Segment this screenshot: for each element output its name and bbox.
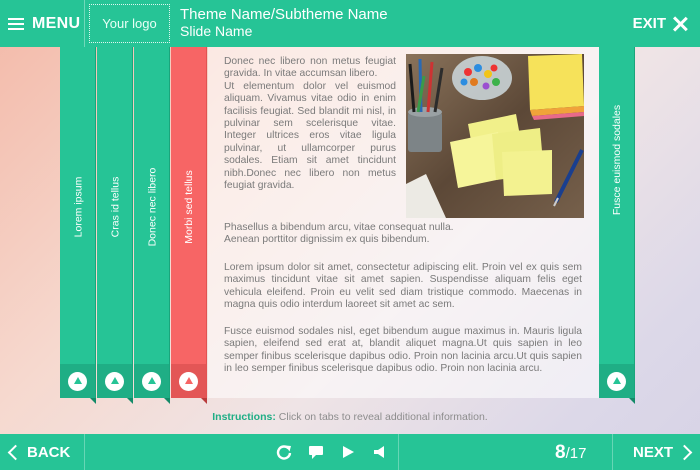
exit-label: EXIT xyxy=(632,15,666,32)
divider xyxy=(84,434,85,470)
tab-label: Donec nec libero xyxy=(146,167,159,247)
tab-label: Cras id tellus xyxy=(109,176,122,238)
next-button[interactable] xyxy=(633,434,694,470)
tab-label: Lorem ipsum xyxy=(72,176,85,238)
page-counter xyxy=(555,434,586,470)
hamburger-icon xyxy=(8,18,24,30)
instructions xyxy=(0,411,700,423)
tab-label: Morbi sed tellus xyxy=(183,170,195,244)
comment-icon[interactable] xyxy=(304,434,328,470)
back-label: BACK xyxy=(27,443,71,461)
menu-divider xyxy=(84,0,85,47)
volume-icon[interactable] xyxy=(368,434,392,470)
logo-placeholder: Your logo xyxy=(89,4,170,43)
content-paragraph: Donec nec libero non metus feugiat gravida. In vitae accumsan libero. Ut elementum dolor vel euismod aliquam. Vivamus vitae odio in enim facilisis feugiat. Sed blandit mi nisl, in pulvinar sem scelerisque vitae. Integer ultrices eros vitae ligula pulvinar, ut ullamcorper purus sodales. Etiam sit amet tincidunt nibh.Donec nec libero non metus feugiat gravida. xyxy=(224,56,396,192)
expand-up-icon[interactable] xyxy=(68,372,87,391)
expand-up-icon[interactable] xyxy=(142,372,161,391)
instructions-text: Click on tabs to reveal additional information. xyxy=(278,411,488,423)
back-button[interactable] xyxy=(6,434,70,470)
slide-name: Slide Name xyxy=(180,23,253,39)
total-pages: /17 xyxy=(565,445,587,462)
expand-up-icon[interactable] xyxy=(105,372,124,391)
title-block xyxy=(180,7,388,39)
expand-up-icon[interactable] xyxy=(607,372,626,391)
theme-title: Theme Name/Subtheme Name xyxy=(180,6,388,23)
tab-label: Fusce euismod sodales xyxy=(611,104,623,216)
chevron-left-icon xyxy=(8,444,24,460)
tab-donec-nec-libero[interactable] xyxy=(134,47,170,398)
menu-button[interactable] xyxy=(0,0,84,47)
tab-cras-id-tellus[interactable] xyxy=(97,47,133,398)
divider xyxy=(612,434,613,470)
content-paragraph: Lorem ipsum dolor sit amet, consectetur adipiscing elit. Proin vel ex quis sem maximus tincidunt vitae sit amet sapien. Suspendisse aliquam felis eget vehicula eleifend. Proin eu velit sed diam tristique commodo. Maecenas in magna quis odio interdum laoreet sit amet ac sem. xyxy=(224,262,582,311)
playback-controls xyxy=(272,434,400,470)
desk-photo xyxy=(406,54,584,218)
replay-icon[interactable] xyxy=(272,434,296,470)
expand-up-icon[interactable] xyxy=(179,372,198,391)
content-paragraph: Fusce euismod sodales nisl, eget bibendum augue maximus in. Mauris ligula sapien, eleifend sed erat at, blandit aliquet magna.Ut quis sapien in leo semper finibus scelerisque dapibus odio. Proin non lacinia arcu.Ut quis sapien in leo semper finibus scelerisque dapibus odio. Proin non lacinia arcu. xyxy=(224,326,582,375)
close-icon xyxy=(672,16,688,32)
exit-button[interactable] xyxy=(633,0,688,47)
content-paragraph: Phasellus a bibendum arcu, vitae consequat nulla. Aenean porttitor dignissim ex quis bibendum. xyxy=(224,222,454,246)
next-label: NEXT xyxy=(632,443,673,461)
tab-lorem-ipsum[interactable] xyxy=(60,47,96,398)
tab-fusce-euismod-sodales[interactable] xyxy=(599,47,635,398)
current-page: 8 xyxy=(555,442,566,463)
play-icon[interactable] xyxy=(336,434,360,470)
divider xyxy=(398,434,399,470)
tab-morbi-sed-tellus[interactable] xyxy=(171,47,207,398)
menu-label: MENU xyxy=(32,14,81,32)
chevron-right-icon xyxy=(677,444,693,460)
bottom-bar xyxy=(0,434,700,470)
instructions-label: Instructions: xyxy=(212,411,276,423)
top-bar xyxy=(0,0,700,47)
